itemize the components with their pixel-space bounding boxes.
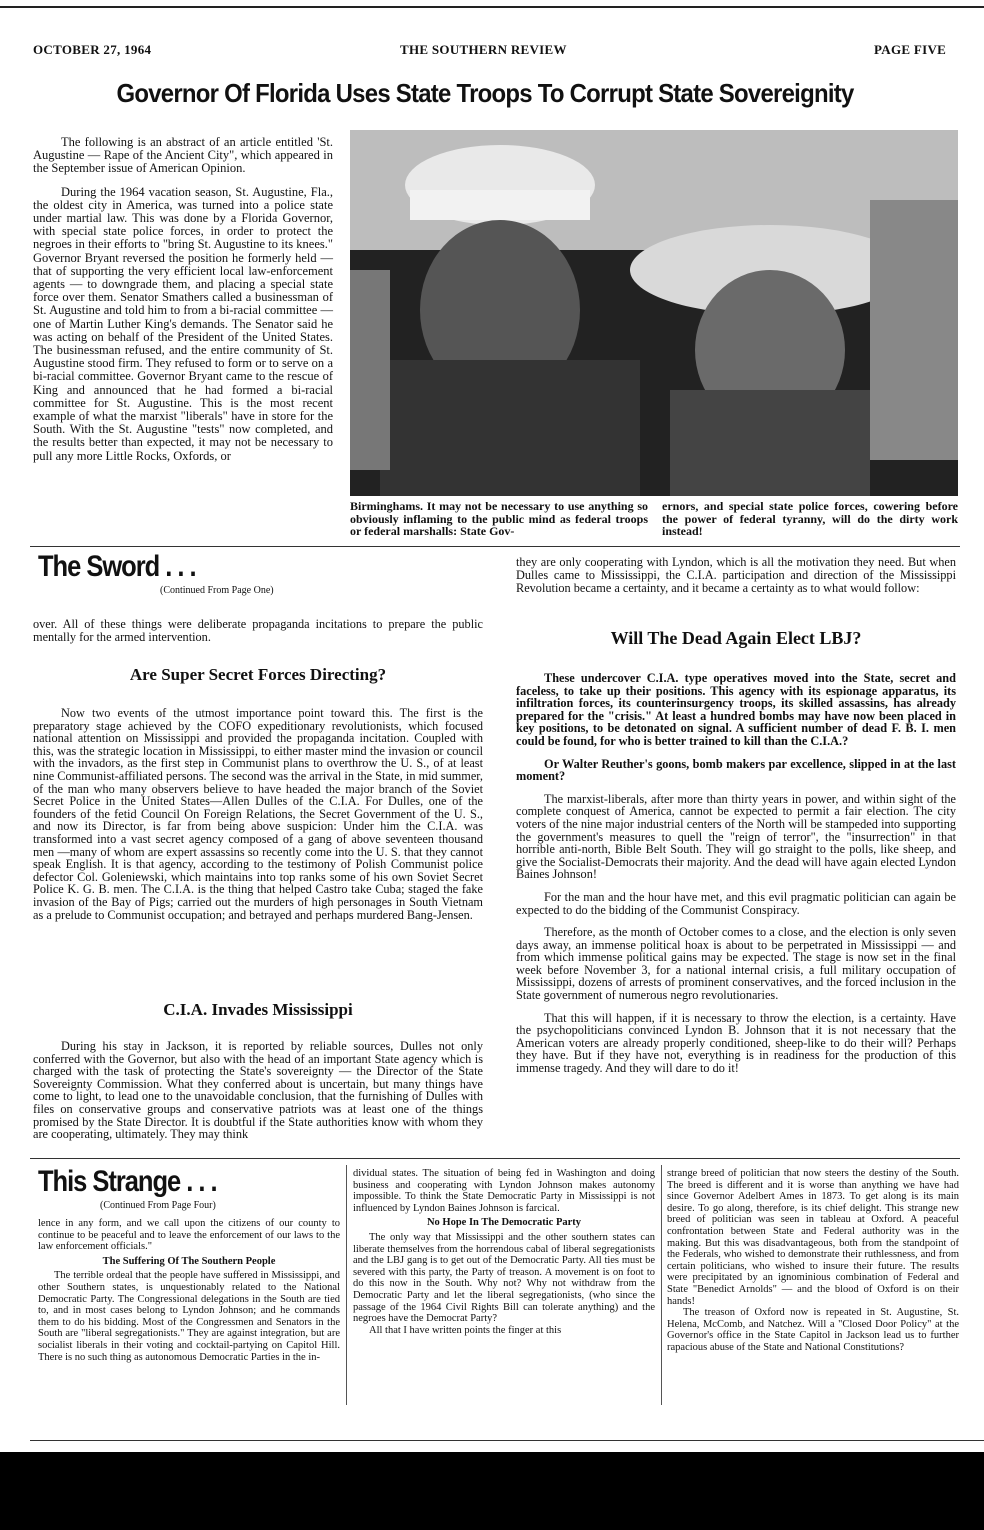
strange-c1-a: lence in any form, and we call upon the citizens of our county to continue to be peaceful and to leave the enforcement of our laws to the law enforcement officials." xyxy=(38,1218,340,1253)
photo-caption-left: Birminghams. It may not be necessary to use anything so obviously inflaming to the public mind as federal troops or federal marshalls: State Gov- xyxy=(350,499,648,538)
strange-col-3 xyxy=(667,1168,959,1354)
sword-right-body xyxy=(516,672,956,1085)
section-divider xyxy=(30,546,960,547)
sword-continued: (Continued From Page One) xyxy=(160,585,274,596)
sword-title: The Sword . . . xyxy=(38,550,196,583)
sword-left-body xyxy=(33,707,483,931)
sword-right-para-4: For the man and the hour have met, and this evil pragmatic politician can again be expected to do the bidding of the Communist Conspiracy. xyxy=(516,889,956,917)
strange-col-2 xyxy=(353,1168,655,1336)
sword-right-para-2: Or Walter Reuther's goons, bomb makers par excellence, slipped in at the last moment? xyxy=(516,756,956,784)
subhead-secret-forces: Are Super Secret Forces Directing? xyxy=(129,665,387,684)
lead-article xyxy=(33,136,333,473)
section-divider-2 xyxy=(30,1158,960,1159)
main-headline: Governor Of Florida Uses State Troops To Corrupt State Sovereignity xyxy=(116,78,854,108)
strange-c2-b: The only way that Mississippi and the other southern states can liberate themselves from the horrendous cabal of liberal segregationists and the LBJ gang is to get out of the Democratic Party. All ties must be severed with this party, the Party of treason. A movement is on foot to do this now in the South. Why not? Why not withdraw from the Democratic Party and let the liberal segregationists, (who since the passage of the 1964 Civil Rights Bill can tolerate anything) and the negroes have the Democrat Party? xyxy=(353,1231,655,1325)
subhead-dead-elect: Will The Dead Again Elect LBJ? xyxy=(610,628,862,648)
strange-col-1 xyxy=(38,1218,340,1363)
sword-para-3: During his stay in Jackson, it is reported by reliable sources, Dulles not only conferred with the Governor, but also with the head of an important State agency which is charged with the task of protecting the State's sovereignty — the Director of the State Sovereignty Commission. What they conferred about is uncertain, but many things have come to light, to lead one to the unavoidable conclusion, that the furnishing of Dulles with files on conservative groups and conservative patriots was at least one of the things promised by the State Director. It is doubtful if the State authorities know with whom they are cooperating, ultimately. They may think xyxy=(33,1039,483,1142)
top-border xyxy=(0,6,984,8)
column-rule-2 xyxy=(661,1165,662,1405)
photo-illustration xyxy=(350,130,958,496)
photo-caption-right: ernors, and special state police forces, cowering before the power of federal tyranny, will do the dirty work instead! xyxy=(662,499,958,538)
sword-para-2: Now two events of the utmost importance point toward this. The first is the preparatory stage achieved by the COFO expeditionary revolutionists, which focused national attention on Mississippi and provided the propaganda incitation. Coupled with this, was the strategic location in Mississippi, to either master mind the invasion or council with the invadors, as the first step in Communist plans to overthrow the U. S., of at least nine Communist-affiliated persons. The second was the arrival in the State, in mid summer, of the man who many observers believe to have headed the major branch of the Soviet Secret Police in the United States—Allen Dulles of the C.I.A. For Dulles, one of the founders of the fetid Council On Foreign Relations, the Secret Government of the U. S., and now its Director, is far from being above suspicion: Under him the C.I.A. was transformed into a vast secret agency composed of a gang of above seventeen thousand men —many of whom are expert assassins so recently come into the U. S. that they cannot speak English. It is that agency, according to the testimony of Polish Communist police defector Col. Goleniewski, which maintains into top ranks some of his own Soviet Secret Police K. G. B. men. The C.I.A. is the thing that helped Castro take Cuba; staged the fake invasion of the Bay of Pigs; carried out the murders of high personages in South Vietnam as a prelude to Communist occupation; and betrayed and perhaps murdered Bang-Jensen. xyxy=(33,706,483,922)
strange-c1-heading: The Suffering Of The Southern People xyxy=(102,1255,276,1267)
strange-c3-b: The treason of Oxford now is repeated in St. Augustine, St. Helena, McComb, and Natchez. Will a "Closed Door Policy" at the Governor's office in the State Capitol in Jackson lead us to further rapacious abuse of the State and National Constitutions? xyxy=(667,1307,959,1353)
sword-left-body-2 xyxy=(33,1040,483,1151)
news-photo xyxy=(350,130,958,496)
strange-c2-heading: No Hope In The Democratic Party xyxy=(426,1217,582,1229)
sword-right-top: they are only cooperating with Lyndon, which is all the motivation they need. But when Dulles came to Mississippi, the C.I.A. participation and direction of the Mississippi Revolution became a certainty, and it became a certainty as to what would follow: xyxy=(516,555,956,596)
strange-c2-c: All that I have written points the finger at this xyxy=(369,1324,562,1336)
scan-black-band xyxy=(0,1452,984,1530)
lead-body: During the 1964 vacation season, St. Augustine, Fla., the oldest city in America, was turned into a police state under martial law. This was done by a Florida Governor, with special state police forces, in order to protect the negroes in their efforts to "bring St. Augustine to its knees." Governor Bryant reversed the position he formerly held — that of supporting the very efficient local law-enforcement agents — to downgrade them, and placing a special state force over them. Senator Smathers called a businessman of St. Augustine and told him to from a bi-racial committee —one of Martin Luther King's demands. The Senator said he was acting on behalf of the President of the United States. The businessman refused, and the entire community of St. Augustine stood firm. They refused to form or to serve on a bi-racial committee. Governor Bryant came to the rescue of King and announced that he had formed a bi-racial committee for St. Augustine. This is the most recent example of what the marxist "liberals" have in store for the South. With the St. Augustine "tests" now completed, and the results better than expected, it may not be necessary to pull any more Little Rocks, Oxfords, or xyxy=(33,184,333,463)
sword-right-para-3: The marxist-liberals, after more than thirty years in power, and within sight of the complete conquest of America, cannot be expected to permit a fair election. The city voters of the nine major industrial centers of the North will be stampeded into supporting the government's measures to quell the "reign of terror", the "insurrection" in that horrible anti-north, Bible Belt South. They will go straight to the polls, like sheep, and give the Socialist-Democrats their majority. And the dead will have again elected Lyndon Baines Johnson! xyxy=(516,791,956,882)
strange-c1-b: The terrible ordeal that the people have suffered in Mississippi, and other Southern states, is unquestionably related to the National Democratic Party. The Congressional delegations in the South are tied to, and in most cases belong to Lyndon Johnson; and he commands them to do his bidding. Most of the Congressmen and Senators in the South are "liberal segregationists." They are against integration, but are socialist liberals in their voting and cocktail-partying on Capitol Hill. There is no such thing as autonomous Democratic Parties in the in- xyxy=(38,1270,340,1363)
header-date: OCTOBER 27, 1964 xyxy=(33,42,152,57)
bottom-rule xyxy=(30,1440,984,1441)
subhead-cia-invades: C.I.A. Invades Mississippi xyxy=(163,1000,353,1019)
sword-right-para-5: Therefore, as the month of October comes to a close, and the election is only seven days away, an immense political hoax is about to be perpetrated in Mississippi — and from which immense political gains may be expected. The stage is now set in the final week before November 3, for a national internal crisis, a full military occupation of Mississippi, dozens of arrests of prominent conservatives, and the forced inclusion in the State government of numerous negro revolutionaries. xyxy=(516,925,956,1003)
column-rule-1 xyxy=(346,1165,347,1405)
sword-right-para-6: That this will happen, if it is necessary to throw the election, is a certainty. Have the psychopoliticians convinced Lyndon B. Johnson that it is not necessary that the American voters are already properly conditioned, sheep-like to do their will? Perhaps they have. But if they have not, everything is in readiness for the production of this immense tragedy. And they will dare to do it! xyxy=(516,1010,956,1076)
header-page-number: PAGE FIVE xyxy=(874,42,947,57)
strange-c2-a: dividual states. The situation of being fed in Washington and doing business and cooperating with Lyndon Johnson makes autonomy impossible. To think the State Democratic Party in Mississippi is not influenced by Lyndon Baines Johnson is farcical. xyxy=(353,1168,655,1214)
strange-title: This Strange . . . xyxy=(38,1165,217,1198)
lead-intro: The following is an abstract of an article entitled 'St. Augustine — Rape of the Ancient City", which appeared in the September issue of American Opinion. xyxy=(33,135,333,176)
sword-right-para-1: These undercover C.I.A. type operatives moved into the State, secret and faceless, to take up their positions. This agency with its espionage apparatus, its infiltration forces, its counterinsurgency troops, its skilled assassins, has already prepared for the "crisis." At least a hundred bombs may have now been placed in key positions, to be detonated on signal. A sufficient number of dead F. B. I. men could be found, for who is better trained to kill than the C.I.A.? xyxy=(516,671,956,748)
strange-continued: (Continued From Page Four) xyxy=(100,1200,216,1211)
header-paper-name: THE SOUTHERN REVIEW xyxy=(400,42,567,57)
sword-para-1: over. All of these things were deliberate propaganda incitations to prepare the public mentally for the armed intervention. xyxy=(33,617,483,645)
strange-c3-a: strange breed of politician that now steers the destiny of the South. The breed is different and it is worse than anything we have had since Governor Adelbert Ames in 1873. To get along is its main desire. To go along, therefore, is its chief delight. This strange new breed of politician was seen in tableau at Oxford. A peaceful confrontation between State and Federal authority was in the making. But this was disadvantageous, both from the standpoint of the Federals, who wished to demonstrate their ruthlessness, and from certain politicians, who wished to insure their future. The results were precipitated by an ignominious combination of Federal and State "Benedict Arnolds" — and the blood of Oxford is on their hands! xyxy=(667,1168,959,1307)
